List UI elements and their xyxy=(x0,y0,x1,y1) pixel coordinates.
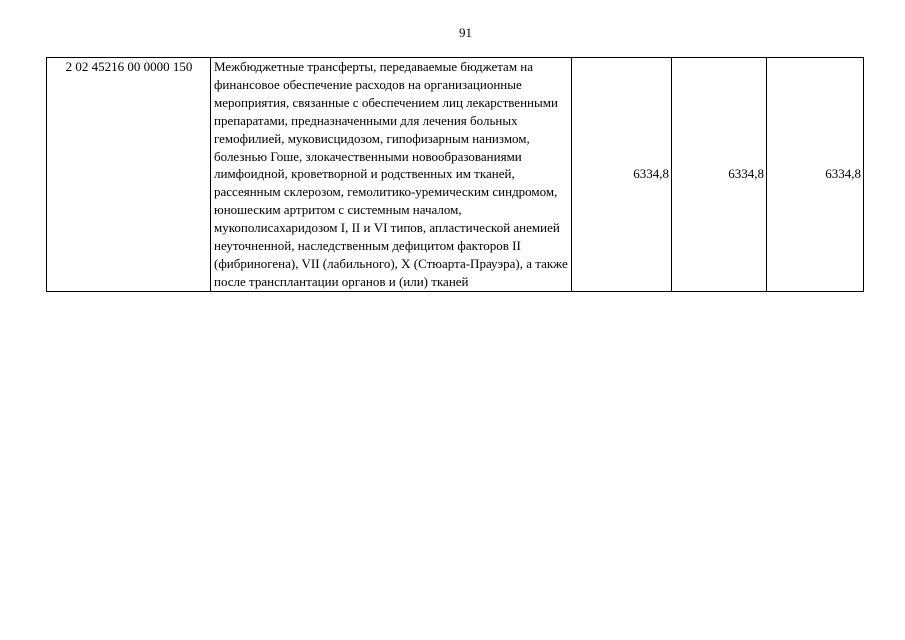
amount-cell-year-3: 6334,8 xyxy=(767,58,864,292)
description-cell: Межбюджетные трансферты, передаваемые бюджетам на финансовое обеспечение расходов на организационные мероприятия, связанные с обеспечением лиц лекарственными препаратами, предназначенными для лечения больных гемофилией, муковисцидозом, гипофизарным нанизмом, болезнью Гоше, злокачественными новообразованиями лимфоидной, кроветворной и родственных им тканей, рассеянным склерозом, гемолитико-уремическим синдромом, юношеским артритом с системным началом, мукополисахаридозом I, II и VI типов, апластической анемией неуточненной, наследственным дефицитом факторов II (фибриногена), VII (лабильного), X (Стюарта-Прауэра), а также после трансплантации органов и (или) тканей xyxy=(211,58,572,292)
amount-cell-year-1: 6334,8 xyxy=(572,58,672,292)
table-row xyxy=(47,58,864,292)
page-number: 91 xyxy=(459,25,472,40)
amount-cell-year-2: 6334,8 xyxy=(672,58,767,292)
budget-table xyxy=(46,57,864,292)
budget-code-cell: 2 02 45216 00 0000 150 xyxy=(47,58,211,292)
